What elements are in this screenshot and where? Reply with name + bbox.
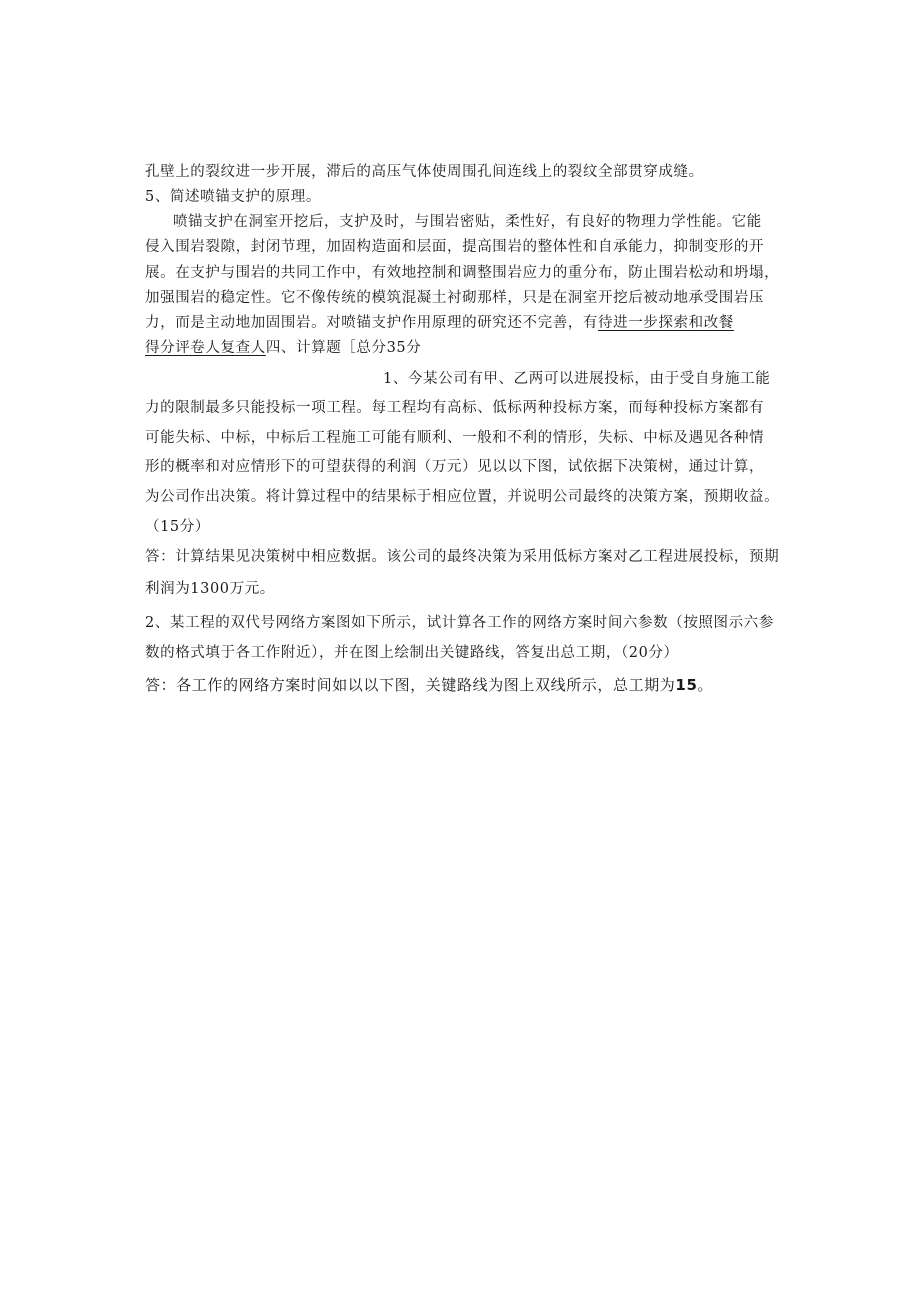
calc1-answer-line-2: 利润为1300万元。 xyxy=(145,581,275,597)
q5-answer-underlined: 待进一步探索和改餐 xyxy=(598,315,734,331)
section4-title: 四、计算题［总分35分 xyxy=(265,340,422,356)
q4-answer-tail: 孔壁上的裂纹进一步开展，滞后的高压气体使周围孔间连线上的裂纹全部贯穿成缝。 xyxy=(145,164,704,180)
q5-answer-line-5-text: 力，而是主动地加固围岩。对喷锚支护作用原理的研究还不完善，有 xyxy=(145,315,598,331)
q5-answer-line-4: 加强围岩的稳定性。它不像传统的模筑混凝土衬砌那样，只是在洞室开挖后被动地承受围岩压 xyxy=(145,290,765,306)
calc1-line-1: 1、今某公司有甲、乙两可以进展投标，由于受自身施工能 xyxy=(383,371,771,387)
calc1-line-3: 可能失标、中标，中标后工程施工可能有顺利、一般和不利的情形，失标、中标及遇见各种情 xyxy=(145,430,765,446)
calc1-line-4: 形的概率和对应情形下的可望获得的利润（万元）见以以下图，试依据下决策树，通过计算， xyxy=(145,459,765,475)
q5-answer-line-3: 展。在支护与围岩的共同工作中，有效地控制和调整围岩应力的重分布，防止围岩松动和坍塌， xyxy=(145,265,780,281)
q5-answer-line-5 xyxy=(145,313,734,333)
calc1-answer-line-1: 答：计算结果见决策树中相应数据。该公司的最终决策为采用低标方案对乙工程进展投标，预期 xyxy=(145,549,780,565)
q5-title: 5、简述喷锚支护的原理。 xyxy=(145,189,321,205)
calc2-answer-suffix: 。 xyxy=(697,676,714,694)
q5-answer-line-2: 侵入围岩裂隙，封闭节理，加固构造面和层面，提高围岩的整体性和自承能力，抑制变形的开 xyxy=(145,239,765,255)
total-duration-value: 15 xyxy=(675,676,698,694)
calc2-line-2: 数的格式填于各工作附近），并在图上绘制出关键路线，答复出总工期，（20分） xyxy=(145,645,679,661)
calc2-answer xyxy=(145,675,713,695)
q5-answer-line-1: 喷锚支护在洞室开挖后，支护及时，与围岩密贴，柔性好，有良好的物理力学性能。它能 xyxy=(173,214,762,230)
section4-header xyxy=(145,338,421,358)
calc1-line-6: （15分） xyxy=(145,519,210,535)
calc1-line-2: 力的限制最多只能投标一项工程。每工程均有高标、低标两种投标方案，而每种投标方案都有 xyxy=(145,400,765,416)
scorer-table-header: 得分评卷人复查人 xyxy=(145,340,266,356)
calc2-answer-text: 答：各工作的网络方案时间如以以下图，关键路线为图上双线所示，总工期为 xyxy=(145,676,676,694)
calc1-line-5: 为公司作出决策。将计算过程中的结果标于相应位置，并说明公司最终的决策方案，预期收益。 xyxy=(145,489,780,505)
calc2-line-1: 2、某工程的双代号网络方案图如下所示，试计算各工作的网络方案时间六参数（按照图示六参 xyxy=(145,615,774,631)
